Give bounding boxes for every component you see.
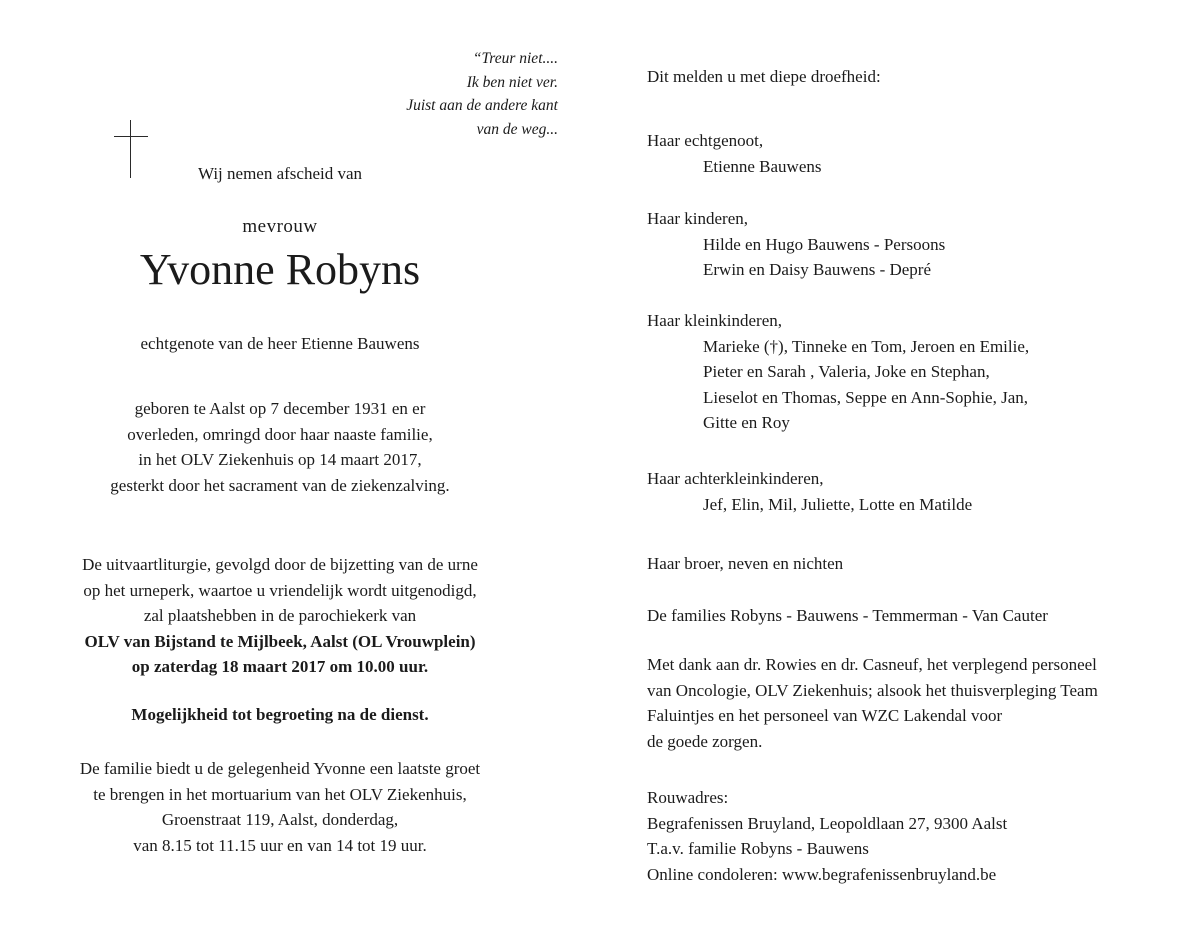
poem-line: Juist aan de andere kant	[406, 97, 558, 114]
family-name-line: Pieter en Sarah , Valeria, Joke en Stephan,	[703, 362, 990, 381]
family-name-line: Erwin en Daisy Bauwens - Depré	[703, 260, 932, 279]
spouse-line: echtgenote van de heer Etienne Bauwens	[140, 334, 420, 353]
thanks-line: van Oncologie, OLV Ziekenhuis; alsook het thuisverpleging Team	[647, 680, 1098, 700]
family-name-line: Etienne Bauwens	[703, 156, 822, 176]
family-section-label: Haar echtgenoot,	[647, 131, 764, 150]
service-line: zal plaatshebben in de parochiekerk van	[143, 606, 417, 625]
deceased-name: Yvonne Robyns	[139, 245, 421, 294]
family-section-greatgrandchildren	[647, 466, 1172, 517]
family-name-line: Marieke (†), Tinneke en Tom, Jeroen en Emilie,	[703, 336, 1030, 356]
family-section-label: Haar kleinkinderen,	[647, 311, 782, 330]
family-section-label: Haar achterkleinkinderen,	[647, 469, 824, 488]
service-line: op het urneperk, waartoe u vriendelijk wordt uitgenodigd,	[83, 580, 477, 600]
mourning-address-block	[647, 785, 1172, 887]
family-names	[647, 334, 1172, 436]
birth-death-line: overleden, omringd door haar naaste familie,	[127, 424, 433, 444]
family-name-line: Jef, Elin, Mil, Juliette, Lotte en Matilde	[703, 494, 973, 514]
mortuary-paragraph	[50, 756, 510, 858]
service-line: De uitvaartliturgie, gevolgd door de bijzetting van de urne	[82, 555, 478, 574]
mourning-address-label: Rouwadres:	[647, 788, 729, 807]
thanks-line: Met dank aan dr. Rowies en dr. Casneuf, het verplegend personeel	[647, 655, 1097, 674]
families-line: De families Robyns - Bauwens - Temmerman - Van Cauter	[647, 606, 1048, 625]
mortuary-line: van 8.15 tot 11.15 uur en van 14 tot 19 uur.	[133, 835, 427, 855]
family-section-label: Haar kinderen,	[647, 209, 749, 228]
family-section-spouse	[647, 128, 1172, 179]
thanks-paragraph	[647, 652, 1172, 754]
poem-line: van de weg...	[476, 120, 558, 138]
birth-death-line: gesterkt door het sacrament van de ziekenzalving.	[110, 475, 450, 495]
birth-death-line: in het OLV Ziekenhuis op 14 maart 2017,	[138, 450, 422, 469]
mourning-address-line: Begrafenissen Bruyland, Leopoldlaan 27, 9300 Aalst	[647, 813, 1008, 833]
mortuary-line: Groenstraat 119, Aalst, donderdag,	[161, 810, 399, 829]
cross-horizontal-bar	[114, 136, 148, 137]
condolence-url-line: Online condoleren: www.begrafenissenbruyland.be	[647, 864, 997, 884]
greeting-line: Mogelijkheid tot begroeting na de dienst.	[131, 705, 429, 724]
poem-line: Ik ben niet ver.	[466, 73, 558, 91]
family-name-line: Gitte en Roy	[703, 413, 790, 432]
memorial-poem	[258, 47, 558, 141]
birth-death-paragraph	[50, 396, 510, 498]
birth-death-line: geboren te Aalst op 7 december 1931 en er	[134, 399, 426, 418]
mortuary-line: De familie biedt u de gelegenheid Yvonne een laatste groet	[79, 759, 481, 778]
thanks-line: Faluintjes en het personeel van WZC Lakendal voor	[647, 706, 1003, 725]
family-name-line: Hilde en Hugo Bauwens - Persoons	[703, 234, 946, 254]
relatives-line: Haar broer, neven en nichten	[647, 554, 844, 573]
mourning-address-line: T.a.v. familie Robyns - Bauwens	[647, 839, 869, 858]
family-section-grandchildren	[647, 308, 1172, 436]
poem-line: “Treur niet....	[472, 50, 558, 67]
service-datetime-line: op zaterdag 18 maart 2017 om 10.00 uur.	[131, 657, 429, 676]
service-church-line: OLV van Bijstand te Mijlbeek, Aalst (OL Vrouwplein)	[84, 631, 476, 651]
family-section-children	[647, 206, 1172, 283]
family-names	[647, 492, 1172, 518]
funeral-service-paragraph	[50, 552, 510, 680]
family-name-line: Lieselot en Thomas, Seppe en Ann-Sophie, Jan,	[703, 387, 1028, 407]
salutation-line: mevrouw	[242, 216, 318, 237]
mortuary-line: te brengen in het mortuarium van het OLV Ziekenhuis,	[93, 784, 467, 804]
farewell-intro-line: Wij nemen afscheid van	[197, 164, 363, 183]
announcement-line: Dit melden u met diepe droefheid:	[647, 67, 881, 86]
family-names	[647, 232, 1172, 283]
thanks-line: de goede zorgen.	[647, 731, 763, 751]
family-names	[647, 154, 1172, 180]
